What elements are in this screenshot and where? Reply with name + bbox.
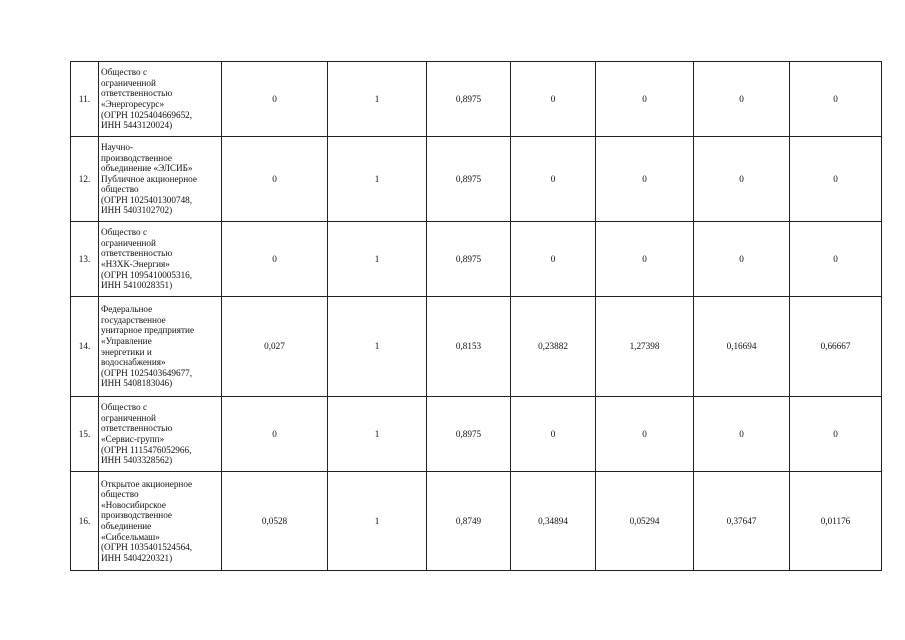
table-row [71,472,882,571]
value-cell: 0 [222,222,328,297]
value-cell: 0,8749 [427,472,511,571]
value-cell: 0,8975 [427,137,511,222]
value-cell: 0 [596,62,694,137]
organization-name: Научно- производственное объединение «ЭЛСИБ» Публичное акционерное общество (ОГРН 1025401300748, ИНН 5403102702) [99,137,222,222]
value-cell: 0 [222,397,328,472]
value-cell: 0 [511,137,596,222]
table-row [71,62,882,137]
organization-name: Открытое акционерное общество «Новосибирское производственное объединение «Сибсельмаш» (ОГРН 1035401524564, ИНН 5404220321) [99,472,222,571]
value-cell: 0 [511,222,596,297]
row-number: 16. [71,472,99,571]
value-cell: 1 [328,472,427,571]
value-cell: 0 [222,137,328,222]
table-row [71,397,882,472]
table-row [71,137,882,222]
row-number: 13. [71,222,99,297]
row-number: 15. [71,397,99,472]
value-cell: 0,66667 [790,297,882,397]
row-number: 12. [71,137,99,222]
organization-name: Общество с ограниченной ответственностью «Энергоресурс» (ОГРН 1025404669652, ИНН 5443120024) [99,62,222,137]
value-cell: 0,16694 [694,297,790,397]
value-cell: 0,8975 [427,397,511,472]
value-cell: 0 [596,137,694,222]
table-row [71,297,882,397]
tariff-coefficients-table [70,61,882,571]
row-number: 11. [71,62,99,137]
value-cell: 0,8975 [427,222,511,297]
value-cell: 0 [596,222,694,297]
value-cell: 0,0528 [222,472,328,571]
value-cell: 0 [694,222,790,297]
value-cell: 0,34894 [511,472,596,571]
value-cell: 0,37647 [694,472,790,571]
value-cell: 0,23882 [511,297,596,397]
value-cell: 0,8975 [427,62,511,137]
row-number: 14. [71,297,99,397]
organization-name: Общество с ограниченной ответственностью «Сервис-групп» (ОГРН 1115476052966, ИНН 5403328562) [99,397,222,472]
value-cell: 1 [328,137,427,222]
value-cell: 0 [694,137,790,222]
organization-name: Общество с ограниченной ответственностью «НЗХК-Энергия» (ОГРН 1095410005316, ИНН 5410028351) [99,222,222,297]
value-cell: 0,8153 [427,297,511,397]
value-cell: 0 [694,62,790,137]
value-cell: 0 [694,397,790,472]
value-cell: 0 [222,62,328,137]
value-cell: 0 [511,397,596,472]
value-cell: 0 [596,397,694,472]
value-cell: 0,05294 [596,472,694,571]
organization-name: Федеральное государственное унитарное предприятие «Управление энергетики и водоснабжения» (ОГРН 1025403649677, ИНН 5408183046) [99,297,222,397]
value-cell: 0 [511,62,596,137]
value-cell: 1 [328,397,427,472]
value-cell: 0 [790,137,882,222]
value-cell: 0,027 [222,297,328,397]
value-cell: 1,27398 [596,297,694,397]
value-cell: 1 [328,297,427,397]
value-cell: 0 [790,222,882,297]
value-cell: 1 [328,62,427,137]
value-cell: 0,01176 [790,472,882,571]
value-cell: 1 [328,222,427,297]
value-cell: 0 [790,397,882,472]
table-row [71,222,882,297]
value-cell: 0 [790,62,882,137]
